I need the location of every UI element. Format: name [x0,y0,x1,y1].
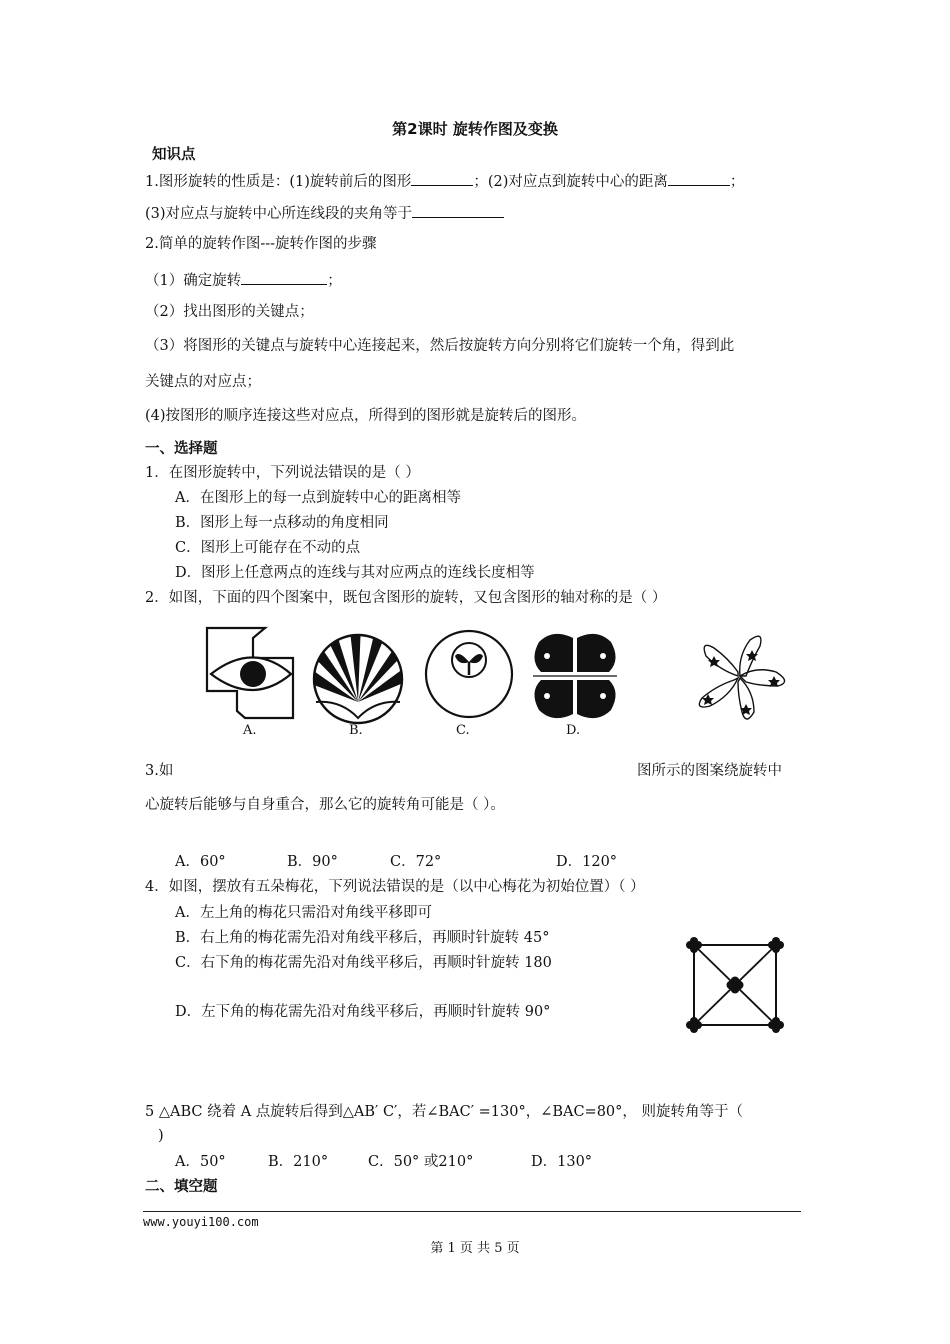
q4-stem: 4．如图，摆放有五朵梅花，下列说法错误的是（以中心梅花为初始位置）（ ） [145,879,645,895]
answer-blank[interactable] [668,171,730,186]
q1-option-d[interactable]: D．图形上任意两点的连线与其对应两点的连线长度相等 [175,565,535,581]
answer-blank[interactable] [411,171,473,186]
q4-option-d[interactable]: D．左下角的梅花需先沿对角线平移后，再顺时针旋转 90° [175,1004,551,1020]
knowledge-step-4: (4)按图形的顺序连接这些对应点，所得到的图形就是旋转后的图形。 [145,408,587,424]
q3-option-c[interactable]: C．72° [390,854,442,870]
q5-stem: 5 △ABC 绕着 A 点旋转后得到△AB′ C′，若∠BAC′ =130°，∠BAC=80°， 则旋转角等于（ [145,1104,744,1120]
page-title: 第2课时 旋转作图及变换 [392,120,558,138]
knowledge-text: ；(2)对应点到旋转中心的距离 [473,174,668,190]
q5-option-c[interactable]: C．50° 或210° [368,1154,474,1170]
q2-label-d: D. [566,723,581,738]
knowledge-step-1 [145,270,342,290]
knowledge-text: （1）确定旋转 [145,273,242,289]
knowledge-text: ； [327,273,342,289]
q3-option-b[interactable]: B．90° [287,854,338,870]
q4-option-a[interactable]: A．左上角的梅花只需沿对角线平移即可 [175,905,432,921]
section-fill-heading: 二、填空题 [145,1179,218,1195]
q2-label-b: B. [349,723,363,738]
knowledge-line-2 [145,203,504,223]
q2-stem: 2．如图，下面的四个图案中，既包含图形的旋转，又包含图形的轴对称的是（ ） [145,590,667,606]
q2-figure-b [311,632,405,726]
q4-figure-plum-square [684,936,788,1034]
knowledge-line-1 [145,171,744,191]
knowledge-text: ； [729,174,745,190]
q1-option-b[interactable]: B．图形上每一点移动的角度相同 [175,515,389,531]
footer-page-number: 第 1 页 共 5 页 [430,1241,520,1256]
knowledge-step-3: （3）将图形的关键点与旋转中心连接起来，然后按旋转方向分别将它们旋转一个角，得到此 [145,338,735,354]
knowledge-line-3: 2.简单的旋转作图---旋转作图的步骤 [145,236,377,252]
answer-blank[interactable] [412,203,504,218]
footer-divider [143,1211,801,1212]
q3-stem-right: 图所示的图案绕旋转中 [637,763,782,779]
q3-stem-left: 3.如 [145,763,174,779]
section-choice-heading: 一、选择题 [145,441,218,457]
q5-option-a[interactable]: A．50° [175,1154,226,1170]
knowledge-heading: 知识点 [152,147,196,163]
q1-option-a[interactable]: A．在图形上的每一点到旋转中心的距离相等 [175,490,461,506]
q3-figure-bauhinia [680,626,800,730]
knowledge-text: (3)对应点与旋转中心所连线段的夹角等于 [145,206,413,222]
q3-option-a[interactable]: A．60° [175,854,226,870]
q2-figure-d [533,632,617,720]
q4-option-b[interactable]: B．右上角的梅花需先沿对角线平移后，再顺时针旋转 45° [175,930,550,946]
q2-label-c: C. [456,723,470,738]
q5-option-d[interactable]: D．130° [531,1154,593,1170]
q2-figure-c [423,628,515,720]
q5-stem-close: ) [158,1128,164,1144]
q1-option-c[interactable]: C．图形上可能存在不动的点 [175,540,361,556]
footer-site[interactable]: www.youyi100.com [143,1215,259,1229]
q1-stem: 1．在图形旋转中，下列说法错误的是（ ） [145,465,420,481]
knowledge-step-2: （2）找出图形的关键点； [145,304,314,320]
q5-option-b[interactable]: B．210° [268,1154,329,1170]
q3-option-d[interactable]: D．120° [556,854,618,870]
q4-option-c[interactable]: C．右下角的梅花需先沿对角线平移后，再顺时针旋转 180 [175,955,552,971]
knowledge-step-3-cont: 关键点的对应点； [145,374,261,390]
q3-stem-line2: 心旋转后能够与自身重合，那么它的旋转角可能是（ ）。 [145,797,505,813]
q2-figure-a [205,626,295,721]
knowledge-text: 1.图形旋转的性质是：(1)旋转前后的图形 [145,174,412,190]
answer-blank[interactable] [241,270,327,285]
q2-label-a: A. [243,723,257,738]
